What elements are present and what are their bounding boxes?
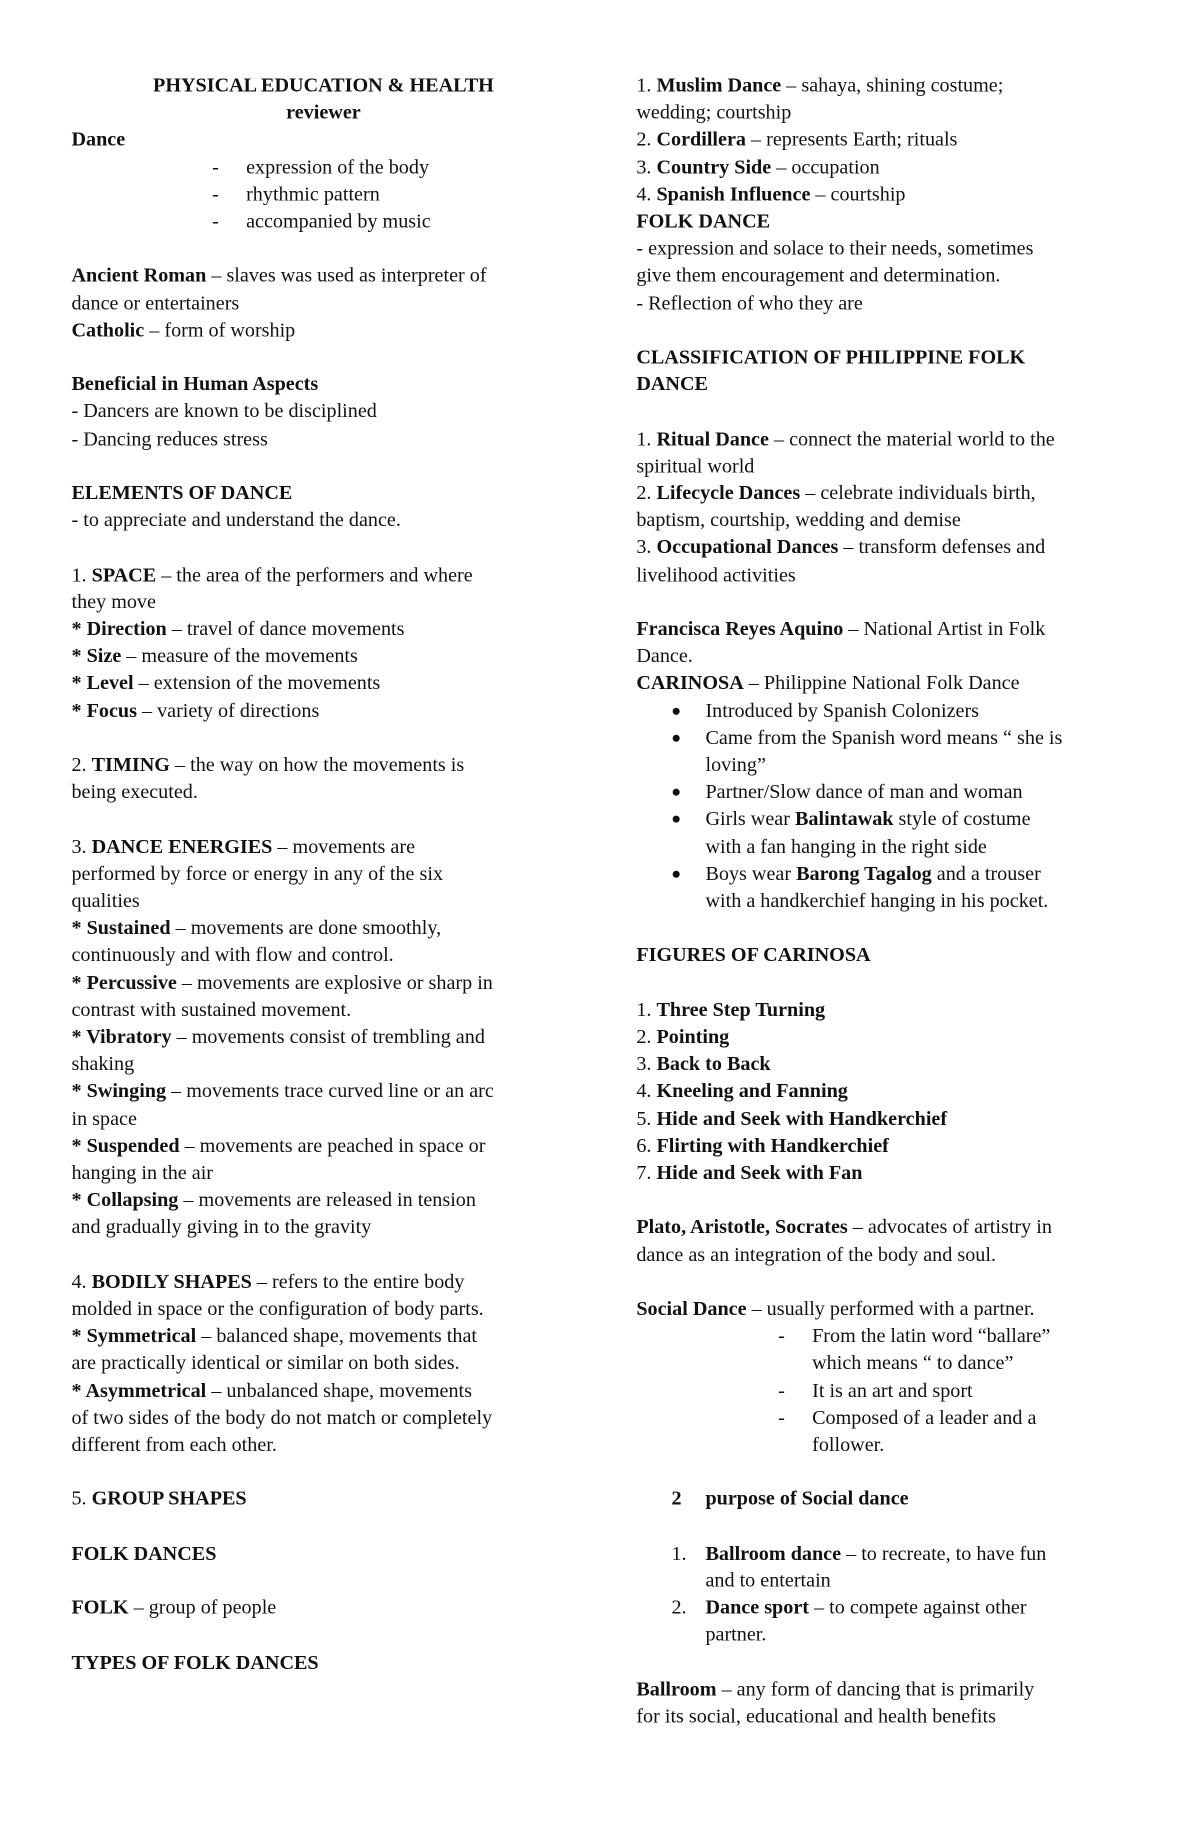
figure-item: 7. Hide and Seek with Fan bbox=[636, 1161, 863, 1184]
figures-heading: FIGURES OF CARINOSA bbox=[636, 943, 871, 967]
francisca-line: Francisca Reyes Aquino – National Artist in Folk bbox=[636, 617, 1046, 640]
energy-item: and gradually giving in to the gravity bbox=[71, 1215, 372, 1239]
energies-line: performed by force or energy in any of the six bbox=[71, 862, 444, 885]
catholic-line: Catholic – form of worship bbox=[71, 318, 296, 341]
folk-line: FOLK – group of people bbox=[71, 1596, 277, 1619]
dance-item: - accompanied by music bbox=[71, 207, 575, 234]
figure-item: 5. Hide and Seek with Handkerchief bbox=[636, 1107, 948, 1130]
classification-heading: DANCE bbox=[636, 372, 708, 396]
type-item: wedding; courtship bbox=[636, 101, 792, 124]
classification-item: 1. Ritual Dance – connect the material world to the bbox=[636, 427, 1055, 450]
energy-item: * Collapsing – movements are released in tension bbox=[71, 1188, 476, 1211]
social-item-cont: which means “ to dance” bbox=[812, 1351, 1014, 1374]
space-item: * Direction – travel of dance movements bbox=[71, 617, 405, 640]
classification-item: 3. Occupational Dances – transform defenses and bbox=[636, 536, 1046, 559]
social-dance-line: Social Dance – usually performed with a partner. bbox=[636, 1297, 1035, 1320]
plato-line: Plato, Aristotle, Socrates – advocates of artistry in bbox=[636, 1215, 1052, 1239]
ballroom-line: Ballroom – any form of dancing that is primarily bbox=[636, 1677, 1035, 1701]
timing-line: 2. TIMING – the way on how the movements is bbox=[71, 753, 465, 776]
dance-item: - rhythmic pattern bbox=[71, 180, 575, 207]
bodily-line: molded in space or the configuration of body parts. bbox=[71, 1297, 484, 1320]
energies-line: 3. DANCE ENERGIES – movements are bbox=[71, 835, 416, 858]
energy-item: hanging in the air bbox=[71, 1161, 214, 1184]
dance-item: - expression of the body bbox=[71, 153, 575, 180]
beneficial-heading: Beneficial in Human Aspects bbox=[71, 372, 319, 396]
type-item: 4. Spanish Influence – courtship bbox=[636, 182, 906, 205]
purpose-item-cont: and to entertain bbox=[705, 1569, 831, 1592]
ancient-roman-line: dance or entertainers bbox=[71, 291, 240, 314]
figure-item: 3. Back to Back bbox=[636, 1052, 771, 1075]
plato-line: dance as an integration of the body and soul. bbox=[636, 1242, 996, 1266]
figure-item: 6. Flirting with Handkerchief bbox=[636, 1134, 889, 1157]
type-item: 1. Muslim Dance – sahaya, shining costume; bbox=[636, 73, 1004, 97]
energy-item: * Vibratory – movements consist of trembling and bbox=[71, 1025, 485, 1048]
classification-item: spiritual world bbox=[636, 454, 755, 477]
energy-item: * Percussive – movements are explosive or sharp in bbox=[71, 971, 493, 994]
classification-item: baptism, courtship, wedding and demise bbox=[636, 508, 961, 532]
type-item: 3. Country Side – occupation bbox=[636, 155, 880, 178]
energy-item: in space bbox=[71, 1106, 137, 1130]
bodily-item: are practically identical or similar on both sides. bbox=[71, 1351, 460, 1374]
social-item-cont: follower. bbox=[812, 1433, 885, 1456]
right-column bbox=[636, 71, 1140, 1729]
dance-heading: Dance bbox=[71, 128, 126, 151]
folk-dance-text: - Reflection of who they are bbox=[636, 291, 863, 314]
francisca-line: Dance. bbox=[636, 644, 693, 668]
figure-item: 1. Three Step Turning bbox=[636, 998, 826, 1021]
document-title: PHYSICAL EDUCATION & HEALTH bbox=[153, 73, 494, 97]
bodily-line: 4. BODILY SHAPES – refers to the entire body bbox=[71, 1270, 465, 1293]
timing-line: being executed. bbox=[71, 780, 198, 803]
carinosa-bullet: Introduced by Spanish Colonizers bbox=[636, 697, 1140, 724]
space-item: * Focus – variety of directions bbox=[71, 699, 320, 722]
beneficial-item: - Dancing reduces stress bbox=[71, 427, 268, 450]
beneficial-item: - Dancers are known to be disciplined bbox=[71, 400, 377, 423]
energy-item: * Suspended – movements are peached in space or bbox=[71, 1134, 486, 1157]
purpose-heading: 2 purpose of Social dance bbox=[671, 1487, 909, 1510]
social-item: - Composed of a leader and a bbox=[636, 1404, 1140, 1431]
carinosa-bullet: Partner/Slow dance of man and woman bbox=[636, 778, 1140, 805]
figure-item: 2. Pointing bbox=[636, 1025, 730, 1048]
purpose-item-cont: partner. bbox=[705, 1623, 767, 1646]
ancient-roman-line: Ancient Roman – slaves was used as interpreter of bbox=[71, 264, 487, 287]
figure-item: 4. Kneeling and Fanning bbox=[636, 1079, 848, 1103]
carinosa-bullet: Boys wear Barong Tagalog and a trouser bbox=[636, 860, 1140, 887]
ballroom-line: for its social, educational and health benefits bbox=[636, 1705, 996, 1728]
space-line: they move bbox=[71, 590, 156, 613]
classification-heading: CLASSIFICATION OF PHILIPPINE FOLK bbox=[636, 345, 1026, 368]
types-heading: TYPES OF FOLK DANCES bbox=[71, 1650, 319, 1673]
energy-item: contrast with sustained movement. bbox=[71, 998, 352, 1021]
bodily-item: of two sides of the body do not match or completely bbox=[71, 1406, 493, 1429]
folk-dance-heading: FOLK DANCE bbox=[636, 209, 771, 233]
classification-item: 2. Lifecycle Dances – celebrate individuals birth, bbox=[636, 481, 1036, 504]
elements-subtext: - to appreciate and understand the dance. bbox=[71, 508, 401, 532]
left-column bbox=[71, 71, 575, 1675]
carinosa-bullet-cont: with a fan hanging in the right side bbox=[705, 835, 987, 858]
elements-heading: ELEMENTS OF DANCE bbox=[71, 481, 293, 504]
energy-item: shaking bbox=[71, 1052, 135, 1075]
energies-line: qualities bbox=[71, 889, 140, 912]
group-shapes-line: 5. GROUP SHAPES bbox=[71, 1487, 247, 1510]
space-line: 1. SPACE – the area of the performers and where bbox=[71, 563, 473, 586]
folk-dance-text: - expression and solace to their needs, sometimes bbox=[636, 236, 1034, 260]
bodily-item: * Asymmetrical – unbalanced shape, movements bbox=[71, 1378, 472, 1402]
carinosa-line: CARINOSA – Philippine National Folk Dance bbox=[636, 671, 1020, 695]
classification-item: livelihood activities bbox=[636, 563, 796, 586]
carinosa-bullet-cont: loving” bbox=[705, 753, 766, 776]
folk-dance-text: give them encouragement and determination. bbox=[636, 264, 1001, 287]
carinosa-bullet: Girls wear Balintawak style of costume bbox=[636, 806, 1140, 833]
purpose-item: 2. Dance sport – to compete against other bbox=[671, 1596, 1027, 1619]
bodily-item: different from each other. bbox=[71, 1433, 277, 1456]
purpose-item: 1. Ballroom dance – to recreate, to have fun bbox=[671, 1541, 1047, 1565]
carinosa-bullet-cont: with a handkerchief hanging in his pocket. bbox=[705, 889, 1049, 912]
social-item: - It is an art and sport bbox=[636, 1377, 1140, 1404]
space-item: * Level – extension of the movements bbox=[71, 671, 381, 695]
carinosa-bullet: Came from the Spanish word means “ she is bbox=[636, 724, 1140, 751]
social-item: - From the latin word “ballare” bbox=[636, 1322, 1140, 1349]
folk-dances-heading: FOLK DANCES bbox=[71, 1541, 217, 1565]
energy-item: * Swinging – movements trace curved line or an arc bbox=[71, 1079, 494, 1103]
space-item: * Size – measure of the movements bbox=[71, 644, 358, 668]
energy-item: * Sustained – movements are done smoothly, bbox=[71, 916, 442, 939]
type-item: 2. Cordillera – represents Earth; rituals bbox=[636, 128, 958, 151]
document-subtitle: reviewer bbox=[286, 101, 361, 124]
energy-item: continuously and with flow and control. bbox=[71, 943, 394, 967]
bodily-item: * Symmetrical – balanced shape, movements that bbox=[71, 1324, 477, 1347]
